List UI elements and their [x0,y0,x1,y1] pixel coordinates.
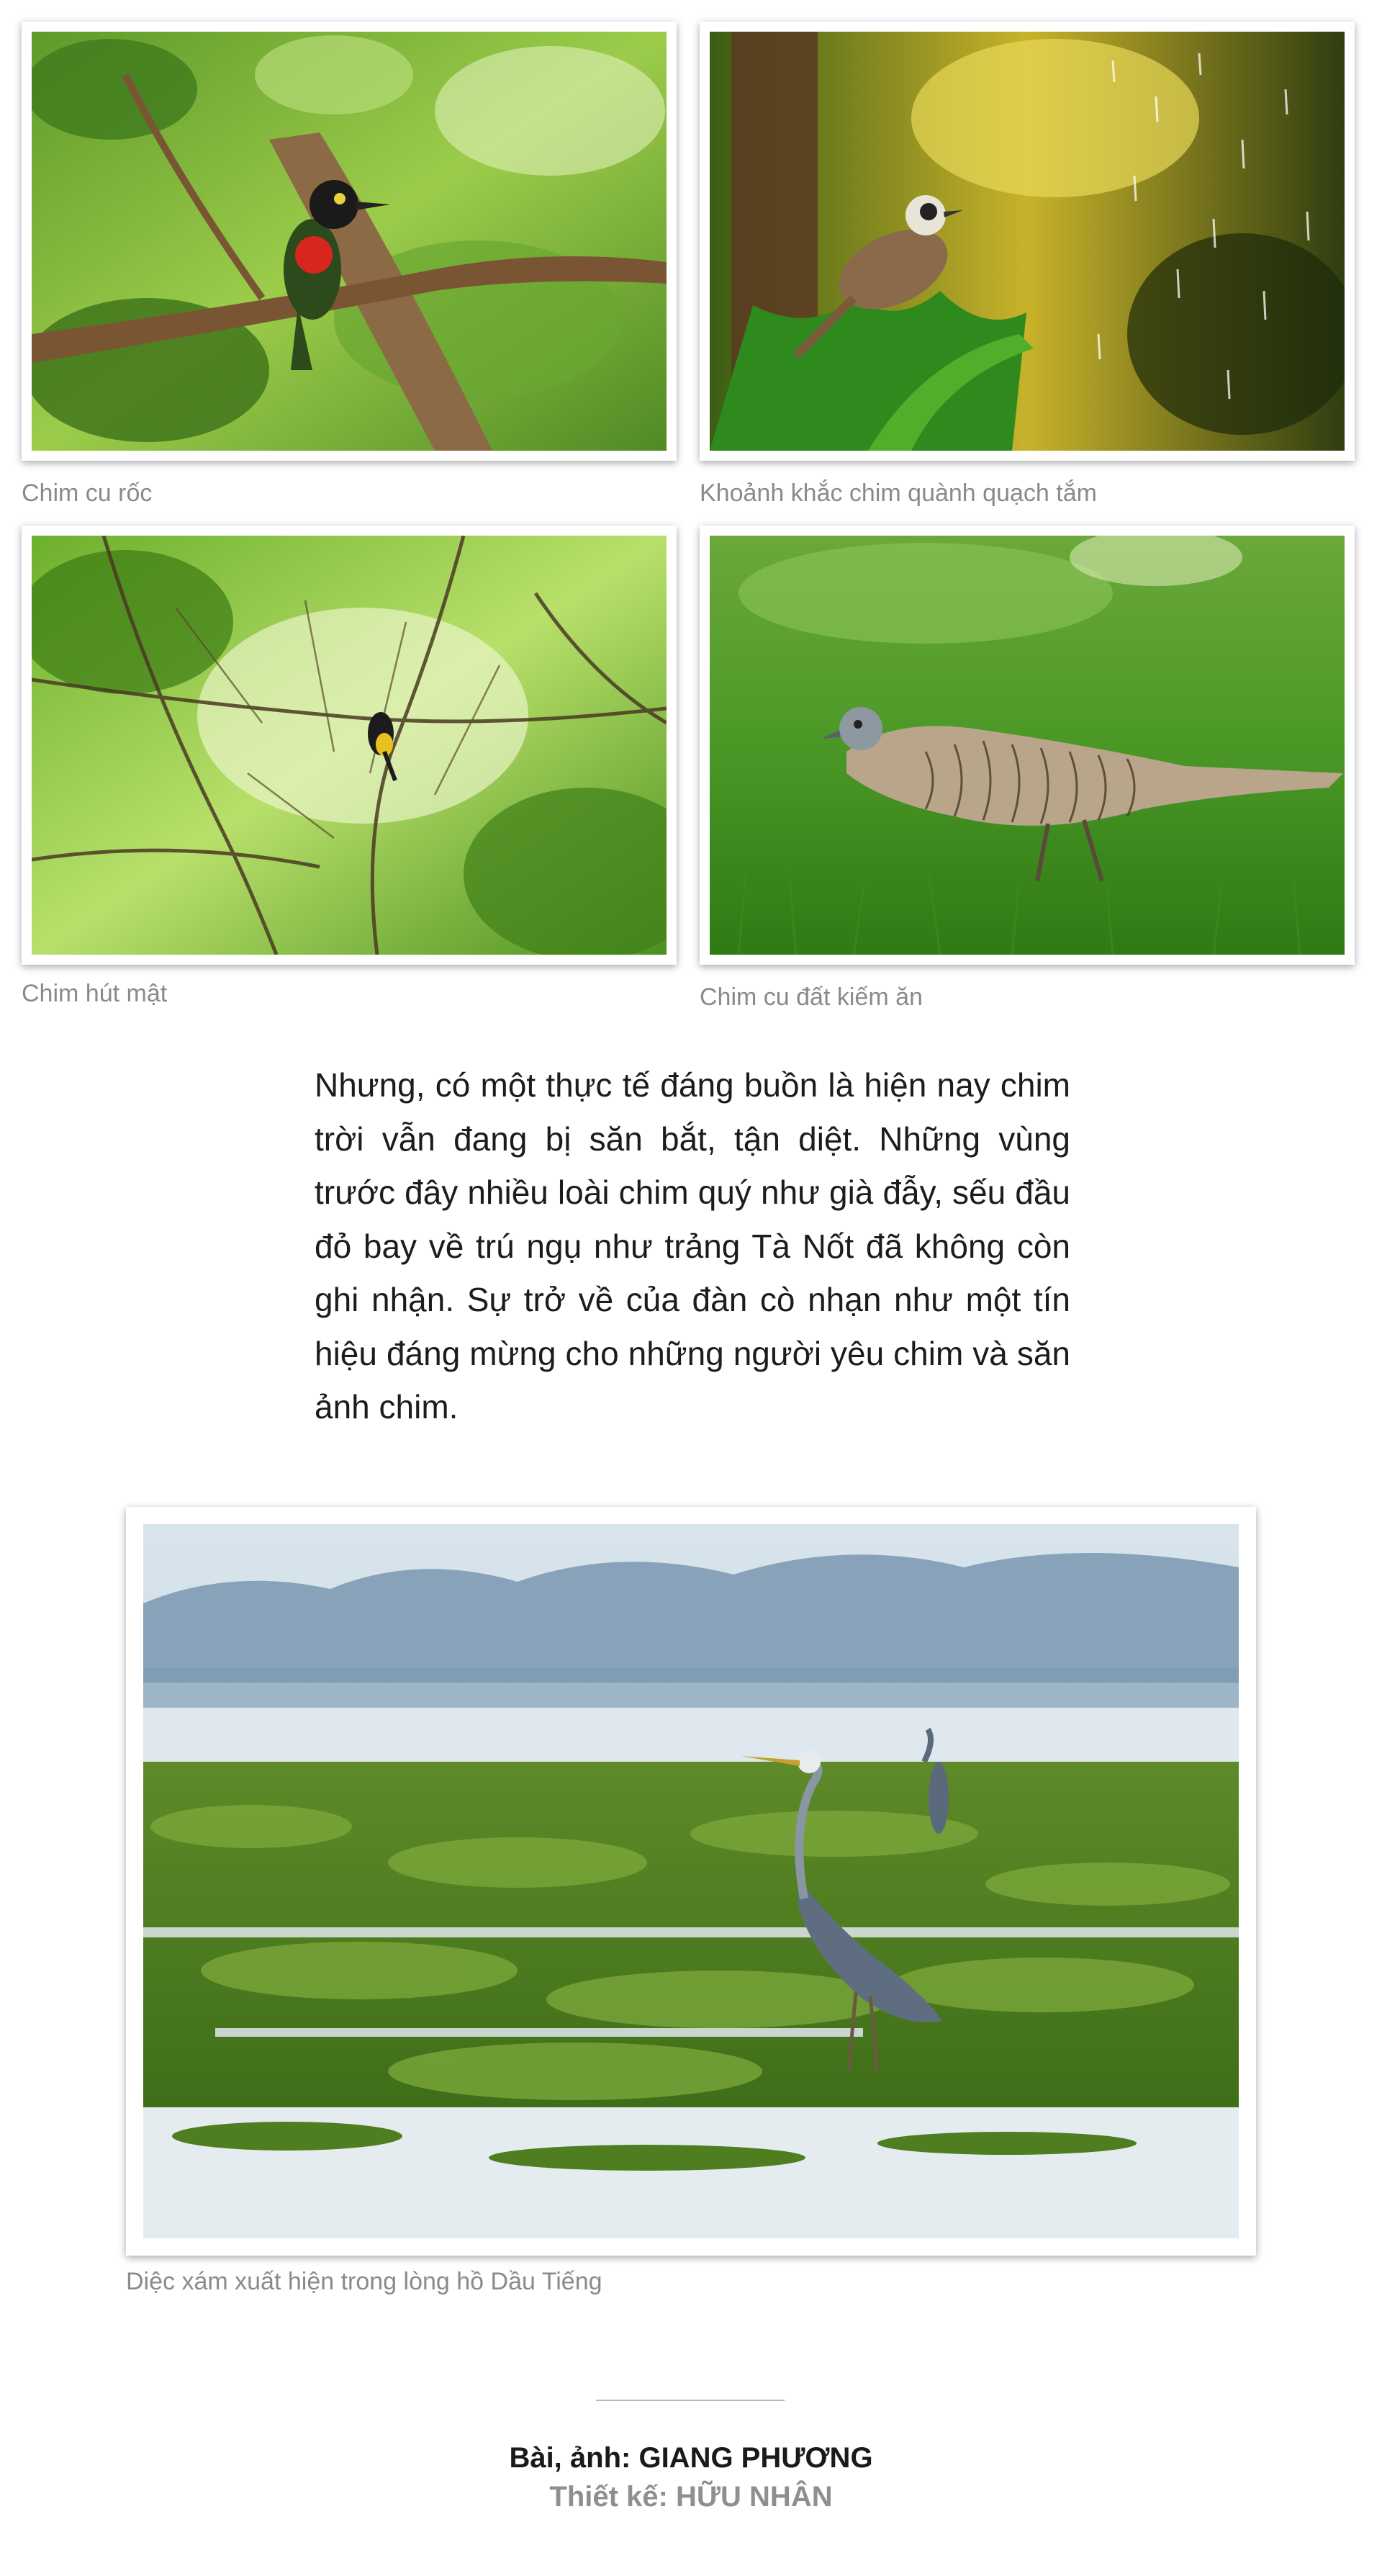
photo-zebra-dove [700,526,1355,965]
dove-image [710,536,1345,955]
photo-coppersmith-barbet [22,22,677,461]
credit-author: Bài, ảnh: GIANG PHƯƠNG [509,2442,873,2474]
article-paragraph: Nhưng, có một thực tế đáng buồn là hiện nay chim trời vẫn đang bị săn bắt, tận diệt. Những vùng trước đây nhiều loài chim quý như già đẫy, sếu đầu đỏ bay về trú ngụ như trảng Tà Nốt đã không còn ghi nhận. Sự trở về của đàn cò nhạn như một tín hiệu đáng mừng cho những người yêu chim và săn ảnh chim. [315,1066,1070,1426]
caption-photo-4: Chim cu đất kiếm ăn [700,983,923,1011]
photo-bulbul-bathing [700,22,1355,461]
sunbird-image [32,536,667,955]
caption-photo-1: Chim cu rốc [22,479,153,507]
photo-grey-heron [126,1507,1256,2256]
caption-photo-3: Chim hút mật [22,980,168,1007]
bulbul-image [710,32,1345,451]
credit-design: Thiết kế: HỮU NHÂN [549,2481,833,2513]
credits-divider [596,2400,785,2401]
caption-feature-photo: Diệc xám xuất hiện trong lòng hồ Dầu Tiếng [126,2268,602,2295]
photo-sunbird [22,526,677,965]
heron-image [143,1524,1239,2238]
barbet-image [32,32,667,451]
caption-photo-2: Khoảnh khắc chim quành quạch tắm [700,479,1097,507]
